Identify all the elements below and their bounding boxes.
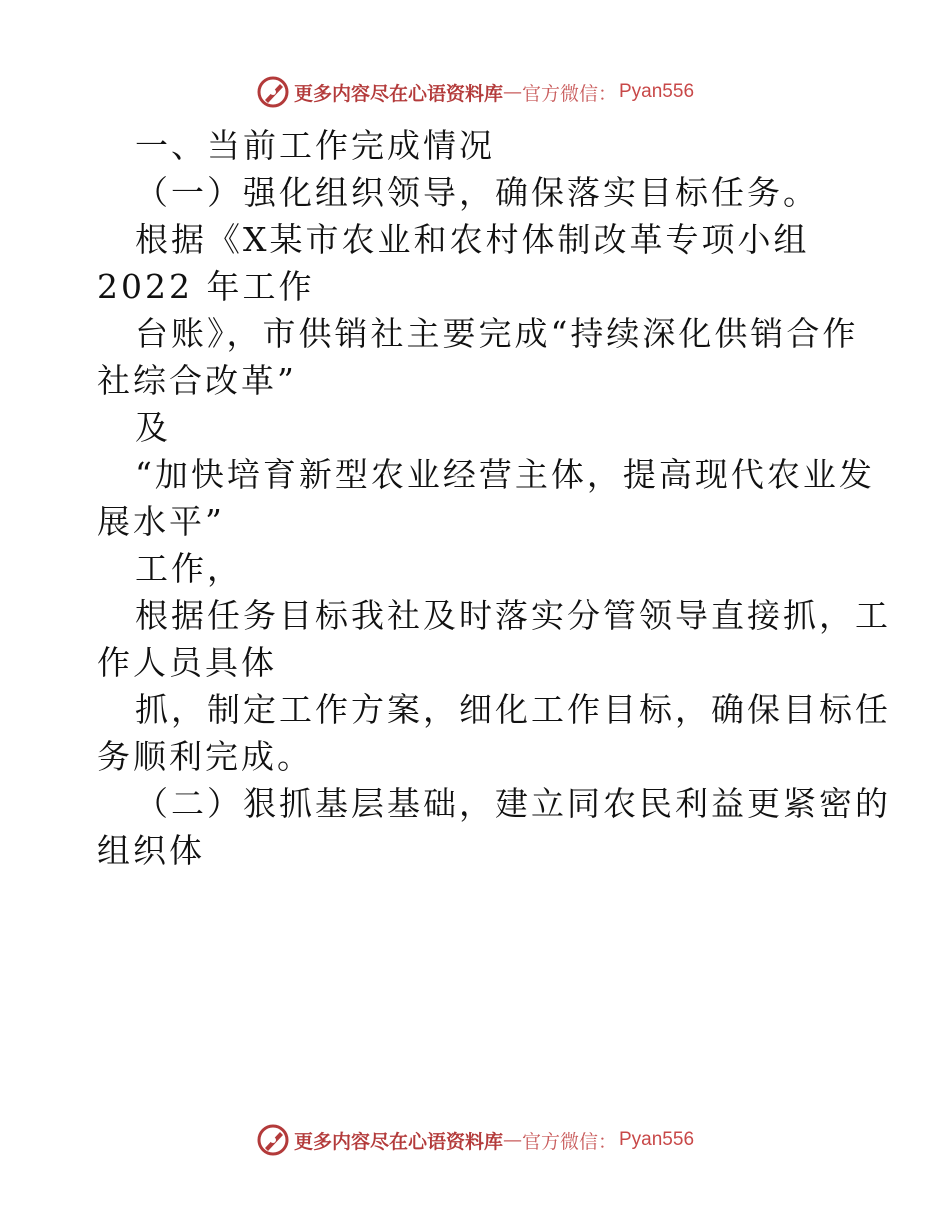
subsection-heading: （二）狠抓基层基础，建立同农民利益更紧密的: [135, 784, 891, 823]
section-heading: 一、当前工作完成情况: [135, 126, 495, 165]
banner-wechat-id: Pyan556: [619, 81, 695, 102]
paragraph-line: 根据《X某市农业和农村体制改革专项小组: [135, 220, 810, 259]
paragraph-line: 抓，制定工作方案，细化工作目标，确保目标任: [135, 690, 891, 729]
paragraph-line: 根据任务目标我社及时落实分管领导直接抓，工: [135, 596, 891, 635]
subsection-heading: （一）强化组织领导，确保落实目标任务。: [135, 173, 819, 212]
paragraph-line: 社综合改革”: [97, 361, 297, 400]
paragraph-line: 务顺利完成。: [97, 737, 313, 776]
banner-wechat-label: 官方微信：: [521, 1130, 617, 1153]
footer-banner: [0, 1120, 950, 1160]
banner-main-text: 更多内容尽在心语资料库: [293, 82, 503, 105]
paragraph-line: 组织体: [97, 831, 205, 870]
banner-separator: —: [502, 1129, 522, 1151]
pen-seal-logo-icon: [256, 75, 290, 109]
paragraph-line: “加快培育新型农业经营主体，提高现代农业发: [135, 455, 875, 494]
banner-wechat-id: Pyan556: [619, 1129, 695, 1150]
paragraph-line: 展水平”: [97, 502, 225, 541]
banner-wechat-label: 官方微信：: [521, 82, 617, 105]
paragraph-line: 工作，: [135, 549, 243, 588]
header-banner: [0, 72, 950, 112]
paragraph-line: 及: [135, 408, 171, 447]
pen-seal-logo-icon: [256, 1123, 290, 1157]
paragraph-line: 作人员具体: [97, 643, 277, 682]
banner-main-text: 更多内容尽在心语资料库: [293, 1130, 503, 1153]
document-body: [97, 122, 891, 874]
paragraph-line: 2022 年工作: [97, 267, 315, 306]
paragraph-line: 台账》，市供销社主要完成“持续深化供销合作: [135, 314, 859, 353]
banner-separator: —: [502, 81, 522, 103]
